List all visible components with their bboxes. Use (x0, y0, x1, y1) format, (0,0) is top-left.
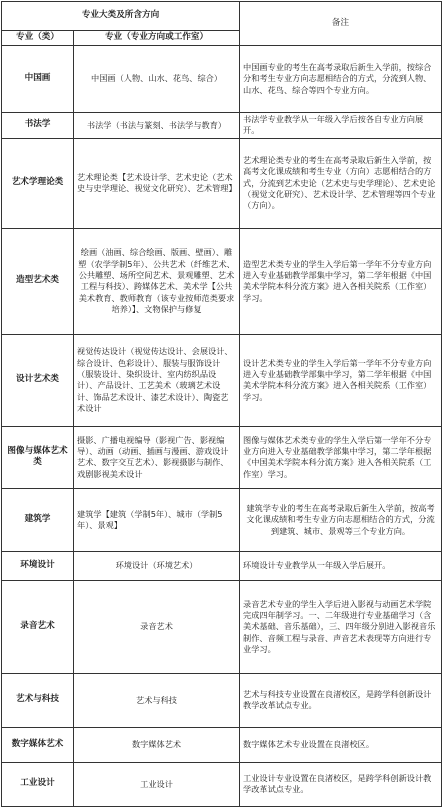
header-row-1 (2, 2, 442, 31)
table-row (2, 138, 442, 228)
direction-cell: 建筑学【建筑（学制5年）、城市（学制5年）、景观】 (74, 488, 240, 551)
note-cell: 工业设计专业设置在良渚校区，是跨学科创新设计教学改革试点专业。 (240, 762, 442, 806)
note-cell: 图像与媒体艺术类专业的学生入学后第一学年不分专业方向进入专业基础教学部集中学习，第二学年根据《中国美术学院本科分流方案》进入各相关院系（工作室）学习。 (240, 426, 442, 488)
note-cell: 中国画专业的考生在高考录取后新生入学前，按综合分和考生专业方向志愿相结合的方式，分流到人物、山水、花鸟、综合等四个专业方向。 (240, 45, 442, 112)
table-row (2, 45, 442, 112)
group-title-header: 专业大类及所含方向 (2, 2, 240, 31)
direction-cell: 中国画（人物、山水、花鸟、综合） (74, 45, 240, 112)
note-cell: 数字媒体艺术专业设置在良渚校区。 (240, 727, 442, 762)
direction-header: 专业（专业方向或工作室） (74, 31, 240, 46)
category-cell: 艺术学理论类 (2, 138, 74, 228)
table-row (2, 488, 442, 551)
note-cell: 环境设计专业教学从一年级入学后展开。 (240, 551, 442, 580)
direction-cell: 视觉传达设计（视觉传达设计、会展设计、综合设计、色彩设计）、服装与服饰设计（服装设计、染织设计、室内纺织品设计）、产品设计、工艺美术（玻璃艺术设计、饰品艺术设计、漆艺术设计）、陶瓷艺术设计 (74, 334, 240, 426)
note-cell: 建筑学专业的考生在高考录取后新生入学前，按高考文化课成绩和考生专业方向志愿相结合的方式，分流到建筑、城市、景观等三个专业方向。 (240, 488, 442, 551)
table-row (2, 551, 442, 580)
direction-cell: 摄影、广播电视编导（影视广告、影视编导）、动画（动画、插画与漫画、游戏设计艺术、数字交互艺术）、影视摄影与制作、戏剧影视美术设计 (74, 426, 240, 488)
table-row (2, 580, 442, 673)
note-cell: 造型艺术类专业的学生入学后第一学年不分专业方向进入专业基础教学部集中学习，第二学年根据《中国美术学院本科分流方案》进入各相关院系（工作室）学习。 (240, 228, 442, 334)
table-row (2, 727, 442, 762)
direction-cell: 书法学（书法与篆刻、书法学与教育） (74, 112, 240, 138)
category-header: 专业（类） (2, 31, 74, 46)
direction-cell: 数字媒体艺术 (74, 727, 240, 762)
category-cell: 数字媒体艺术 (2, 727, 74, 762)
category-cell: 书法学 (2, 112, 74, 138)
table-row (2, 673, 442, 727)
category-cell: 录音艺术 (2, 580, 74, 673)
category-cell: 艺术与科技 (2, 673, 74, 727)
note-cell: 艺术与科技专业设置在良渚校区，是跨学科创新设计教学改革试点专业。 (240, 673, 442, 727)
note-cell: 设计艺术类专业的学生入学后第一学年不分专业方向进入专业基础教学部集中学习，第二学年根据《中国美术学院本科分流方案》进入各相关院系（工作室）学习。 (240, 334, 442, 426)
category-cell: 建筑学 (2, 488, 74, 551)
table-row (2, 762, 442, 806)
note-header: 备注 (240, 2, 442, 46)
direction-cell: 艺术理论类【艺术设计学、艺术史论（艺术史与史学理论、视觉文化研究）、艺术管理】 (74, 138, 240, 228)
note-cell: 录音艺术专业的学生入学后进入影视与动画艺术学院完成四年制学习。一、二年级进行专业基础学习（含美术基础、音乐基础），三、四年级分别进入影视音乐制作、音频工程与录音、声音艺术表现等方向进行专业学习。 (240, 580, 442, 673)
direction-cell: 艺术与科技 (74, 673, 240, 727)
direction-cell: 工业设计 (74, 762, 240, 806)
direction-cell: 绘画（油画、综合绘画、版画、壁画）、雕塑（农学学制5年）、公共艺术（纤维艺术、公共雕塑、场所空间艺术、景观雕塑、艺术工程与科技）、跨媒体艺术、美术学【公共美术教育、教师教育（该专业按师范类要求培养）】、文物保护与修复 (74, 228, 240, 334)
direction-cell: 环境设计（环境艺术） (74, 551, 240, 580)
major-table (1, 1, 442, 807)
direction-cell: 录音艺术 (74, 580, 240, 673)
category-cell: 设计艺术类 (2, 334, 74, 426)
category-cell: 中国画 (2, 45, 74, 112)
category-cell: 图像与媒体艺术类 (2, 426, 74, 488)
table-row (2, 228, 442, 334)
category-cell: 造型艺术类 (2, 228, 74, 334)
note-cell: 书法学专业教学从一年级入学后按各自专业方向展开。 (240, 112, 442, 138)
category-cell: 工业设计 (2, 762, 74, 806)
note-cell: 艺术理论类专业的考生在高考录取后新生入学前，按高考文化课成绩和考生专业（方向）志愿相结合的方式，分流到艺术史论（艺术史与史学理论）、艺术史论（视觉文化研究）、艺术设计学、艺术管理等四个专业（方向）。 (240, 138, 442, 228)
table-row (2, 334, 442, 426)
table-row (2, 112, 442, 138)
table-row (2, 426, 442, 488)
category-cell: 环境设计 (2, 551, 74, 580)
